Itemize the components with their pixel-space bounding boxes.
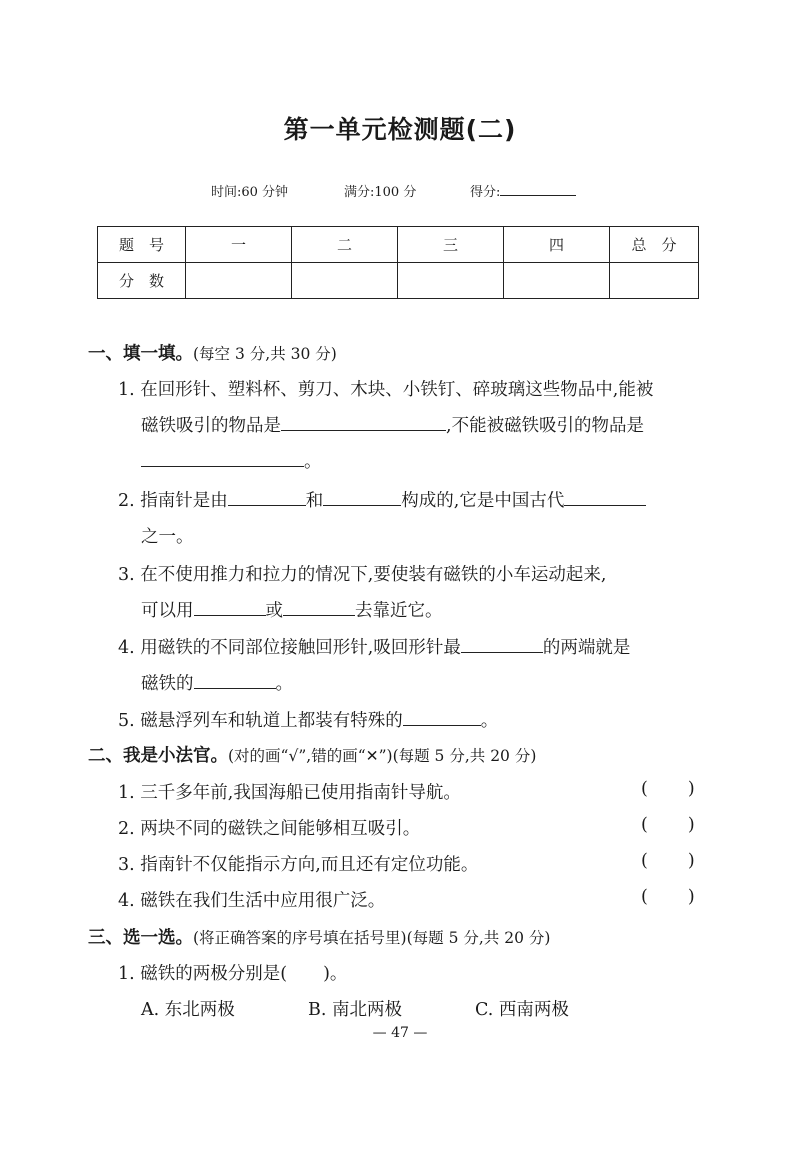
page-title: 第一单元检测题(二)	[283, 115, 517, 144]
question-1-5: 5. 磁悬浮列车和轨道上都装有特殊的 。	[118, 707, 498, 732]
header-cell: 题 号	[98, 227, 186, 263]
header-cell: 四	[504, 227, 610, 263]
header-cell: 三	[398, 227, 504, 263]
option-a[interactable]: A. 东北两极	[141, 1000, 235, 1020]
answer-blank[interactable]	[323, 487, 401, 506]
score-cell[interactable]	[610, 263, 699, 299]
full-score: 满分:100 分	[344, 185, 417, 200]
answer-parens[interactable]: ( )	[641, 779, 695, 799]
answer-parens[interactable]: ( )	[641, 887, 695, 907]
option-c[interactable]: C. 西南两极	[475, 1000, 569, 1020]
answer-blank[interactable]	[564, 487, 646, 506]
answer-blank[interactable]	[194, 597, 266, 616]
score-cell[interactable]	[398, 263, 504, 299]
page-number: — 47 —	[372, 1025, 428, 1041]
question-1-3: 3. 在不使用推力和拉力的情况下,要使装有磁铁的小车运动起来,	[118, 565, 607, 585]
answer-blank[interactable]	[194, 670, 276, 689]
judge-item-4: 4. 磁铁在我们生活中应用很广泛。	[118, 891, 386, 911]
option-b[interactable]: B. 南北两极	[308, 1000, 402, 1020]
answer-parens[interactable]: ( )	[641, 815, 695, 835]
section-1-heading: 一、填一填。(每空 3 分,共 30 分)	[88, 344, 337, 364]
score-label: 得分:	[470, 185, 501, 200]
section-3-heading: 三、选一选。(将正确答案的序号填在括号里)(每题 5 分,共 20 分)	[88, 928, 551, 948]
score-cell[interactable]	[292, 263, 398, 299]
answer-blank[interactable]	[228, 487, 306, 506]
score-field	[470, 181, 576, 200]
question-1-4: 4. 用磁铁的不同部位接触回形针,吸回形针最 的两端就是	[118, 634, 630, 659]
answer-blank[interactable]	[403, 707, 481, 726]
question-1-2-line2: 之一。	[141, 527, 194, 547]
score-table	[97, 226, 699, 299]
judge-item-1: 1. 三千多年前,我国海船已使用指南针导航。	[118, 783, 461, 803]
choice-question-1: 1. 磁铁的两极分别是( )。	[118, 964, 348, 984]
question-1-4-line2: 磁铁的 。	[141, 670, 293, 695]
row-label: 分 数	[98, 263, 186, 299]
score-blank[interactable]	[500, 183, 576, 196]
question-1-2: 2. 指南针是由 和 构成的,它是中国古代	[118, 487, 646, 512]
judge-item-3: 3. 指南针不仅能指示方向,而且还有定位功能。	[118, 855, 479, 875]
question-1-1-line3: 。	[141, 448, 322, 473]
score-table-score-row	[98, 263, 699, 299]
time-limit: 时间:60 分钟	[211, 185, 289, 200]
answer-blank[interactable]	[461, 634, 543, 653]
answer-blank[interactable]	[281, 412, 446, 431]
score-cell[interactable]	[186, 263, 292, 299]
judge-item-2: 2. 两块不同的磁铁之间能够相互吸引。	[118, 819, 421, 839]
question-1-1-line2: 磁铁吸引的物品是 ,不能被磁铁吸引的物品是	[141, 412, 644, 437]
header-cell: 二	[292, 227, 398, 263]
question-1-1: 1. 在回形针、塑料杯、剪刀、木块、小铁钉、碎玻璃这些物品中,能被	[118, 380, 654, 400]
section-2-heading: 二、我是小法官。(对的画“√”,错的画“✕”)(每题 5 分,共 20 分)	[88, 746, 537, 766]
score-cell[interactable]	[504, 263, 610, 299]
header-cell: 一	[186, 227, 292, 263]
answer-blank[interactable]	[283, 597, 355, 616]
score-table-header-row	[98, 227, 699, 263]
header-cell: 总 分	[610, 227, 699, 263]
question-1-3-line2: 可以用 或 去靠近它。	[141, 597, 443, 622]
answer-blank[interactable]	[141, 448, 304, 467]
answer-parens[interactable]: ( )	[641, 851, 695, 871]
